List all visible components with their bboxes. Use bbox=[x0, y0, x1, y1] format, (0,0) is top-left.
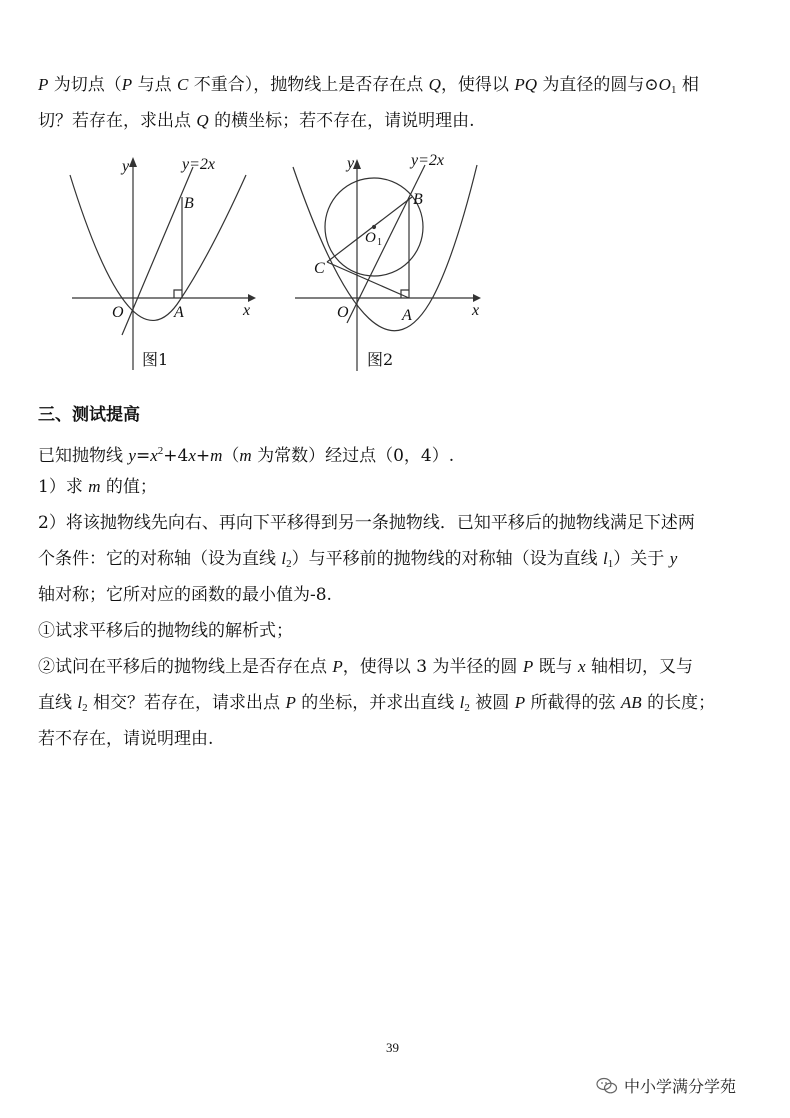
center-subscript: 1 bbox=[377, 237, 382, 248]
text: 切？若存在，求出点 bbox=[38, 111, 197, 131]
line-label: y=2x bbox=[411, 152, 444, 169]
var-m: m bbox=[88, 477, 101, 496]
text: 的长度； bbox=[641, 693, 716, 713]
intro-line-2 bbox=[38, 110, 475, 132]
point-a-label: A bbox=[402, 307, 412, 324]
text: ②试问在平移后的抛物线上是否存在点 bbox=[38, 657, 333, 677]
var-p: P bbox=[38, 75, 49, 94]
subscript: 1 bbox=[607, 558, 614, 570]
var-l: l bbox=[281, 549, 287, 568]
var-l: l bbox=[603, 549, 608, 568]
x-axis-arrow bbox=[248, 294, 256, 302]
sub-question-1: ①试求平移后的抛物线的解析式； bbox=[38, 621, 293, 641]
var-p: P bbox=[121, 75, 133, 94]
line-y-2x bbox=[347, 165, 425, 323]
figure-1 bbox=[60, 145, 320, 380]
var-m: m bbox=[210, 446, 223, 465]
text: 所截得的弦 bbox=[525, 693, 621, 713]
subscript: 2 bbox=[286, 558, 292, 570]
footer-text: 中小学满分学苑 bbox=[624, 1077, 737, 1096]
center-label: O bbox=[365, 230, 376, 246]
text: 已知抛物线 bbox=[38, 446, 129, 466]
var-y: y bbox=[128, 446, 136, 465]
y-axis-arrow bbox=[353, 159, 361, 169]
text: 相交？若存在，请求出点 bbox=[87, 693, 286, 713]
var-x: x bbox=[150, 446, 158, 465]
subscript: 2 bbox=[82, 702, 88, 714]
text: 既与 bbox=[533, 657, 579, 677]
right-angle-mark bbox=[174, 290, 182, 298]
y-axis-arrow bbox=[129, 157, 137, 167]
point-b-label: B bbox=[413, 191, 423, 208]
var-o: O bbox=[658, 75, 671, 94]
text: ）与平移前的抛物线的对称轴（设为直线 bbox=[291, 549, 604, 569]
figure-caption: 图1 bbox=[142, 350, 169, 369]
text: 个条件：它的对称轴（设为直线 bbox=[38, 549, 282, 569]
parabola-2 bbox=[293, 165, 480, 331]
origin-label: O bbox=[112, 304, 124, 321]
var-c: C bbox=[177, 75, 189, 94]
part-2-line-3: 轴对称；它所对应的函数的最小值为-8. bbox=[38, 585, 332, 605]
line-label: y=2x bbox=[182, 156, 215, 173]
text: 的值； bbox=[100, 477, 157, 497]
var-q: Q bbox=[196, 111, 209, 130]
footer-watermark bbox=[596, 1074, 736, 1097]
text: 的坐标，并求出直线 bbox=[295, 693, 460, 713]
part-2-line-1: 2）将该抛物线先向右、再向下平移得到另一条抛物线．已知平移后的抛物线满足下述两 bbox=[38, 513, 695, 533]
subscript: 2 bbox=[464, 702, 470, 714]
y-label: y bbox=[122, 158, 130, 175]
page-number: 39 bbox=[386, 1040, 399, 1055]
text: 的横坐标；若不存在，请说明理由. bbox=[208, 111, 475, 131]
sub-question-2-line-1 bbox=[38, 656, 693, 678]
var-x: x bbox=[188, 446, 196, 465]
point-c-label: C bbox=[314, 260, 325, 277]
text: = bbox=[135, 446, 151, 466]
var-y: y bbox=[669, 549, 678, 568]
parabola-1 bbox=[70, 175, 246, 320]
part-1 bbox=[38, 476, 157, 498]
question-line bbox=[38, 440, 454, 467]
segment-ca bbox=[327, 262, 409, 298]
y-label: y bbox=[347, 155, 355, 172]
text: （ bbox=[222, 446, 240, 466]
wechat-icon bbox=[596, 1077, 618, 1095]
text: + bbox=[195, 446, 211, 466]
subscript: 1 bbox=[670, 84, 677, 96]
text: 为切点（ bbox=[48, 75, 122, 95]
figure-caption: 图2 bbox=[367, 350, 394, 369]
text: 为直径的圆与⊙ bbox=[537, 75, 659, 95]
text: +4 bbox=[163, 446, 189, 466]
text: ）关于 bbox=[613, 549, 670, 569]
var-p: P bbox=[332, 657, 343, 676]
var-p: P bbox=[514, 693, 526, 712]
sub-question-2-line-2 bbox=[38, 692, 715, 719]
var-x: x bbox=[578, 657, 586, 676]
x-label: x bbox=[472, 302, 480, 319]
text: ，使得以 bbox=[440, 75, 515, 95]
var-ab: AB bbox=[620, 693, 642, 712]
section-heading: 三、测试提高 bbox=[38, 405, 140, 425]
text: 被圆 bbox=[469, 693, 515, 713]
text: 与点 bbox=[132, 75, 177, 95]
sub-question-2-line-3: 若不存在，请说明理由. bbox=[38, 729, 214, 749]
point-b-label: B bbox=[184, 195, 194, 212]
var-p: P bbox=[285, 693, 296, 712]
var-pq: PQ bbox=[514, 75, 538, 94]
var-l: l bbox=[459, 693, 465, 712]
var-m: m bbox=[239, 446, 252, 465]
figure-2 bbox=[285, 145, 515, 380]
text: 1）求 bbox=[38, 477, 89, 497]
text: ，使得以 3 为半径的圆 bbox=[342, 657, 523, 677]
superscript: 2 bbox=[157, 445, 164, 457]
text: 轴相切，又与 bbox=[585, 657, 693, 677]
text: 为常数）经过点（0，4）. bbox=[251, 446, 455, 466]
part-2-line-2 bbox=[38, 548, 677, 575]
origin-label: O bbox=[337, 304, 349, 321]
text: 不重合），抛物线上是否存在点 bbox=[188, 75, 429, 95]
x-label: x bbox=[243, 302, 251, 319]
intro-line-1 bbox=[38, 74, 699, 101]
point-a-label: A bbox=[174, 304, 184, 321]
var-p: P bbox=[522, 657, 534, 676]
text: 相 bbox=[676, 75, 699, 95]
center-dot bbox=[373, 226, 376, 229]
var-q: Q bbox=[428, 75, 441, 94]
text: 直线 bbox=[38, 693, 78, 713]
x-axis-arrow bbox=[473, 294, 481, 302]
var-l: l bbox=[77, 693, 83, 712]
